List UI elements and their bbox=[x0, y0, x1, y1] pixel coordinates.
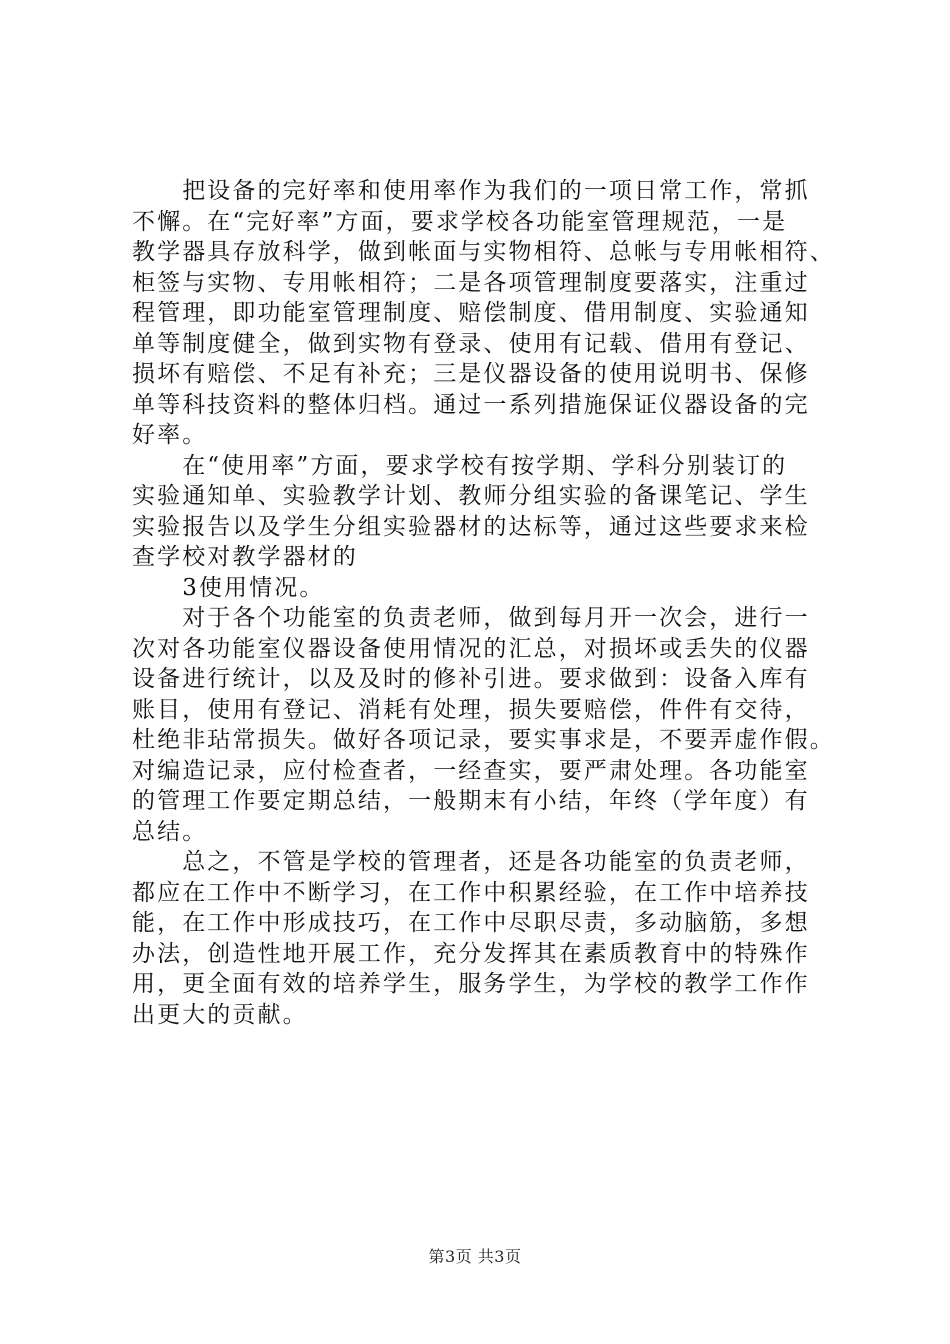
text-line: 办法，创造性地开展工作，充分发挥其在素质教育中的特殊作 bbox=[132, 940, 810, 967]
text-line: 在“使用率”方面，要求学校有按学期、学科分别装订的 bbox=[132, 452, 788, 479]
text-line: 单等制度健全，做到实物有登录、使用有记载、借用有登记、 bbox=[132, 330, 810, 357]
text-line: 对编造记录，应付检查者，一经查实，要严肃处理。各功能室 bbox=[132, 757, 810, 784]
text-line: 能，在工作中形成技巧，在工作中尽职尽责，多动脑筋，多想 bbox=[132, 910, 810, 936]
text-line: 实验报告以及学生分组实验器材的达标等，通过这些要求来检 bbox=[132, 513, 810, 540]
text-line: 把设备的完好率和使用率作为我们的一项日常工作，常抓 bbox=[132, 178, 810, 204]
text-line: 的管理工作要定期总结，一般期末有小结，年终（学年度）有 bbox=[132, 788, 810, 814]
text-line: 用，更全面有效的培养学生，服务学生，为学校的教学工作作 bbox=[132, 971, 810, 997]
page-number-footer: 第3页 共3页 bbox=[428, 1247, 522, 1266]
text-line: 杜绝非玷常损失。做好各项记录，要实事求是，不要弄虚作假。 bbox=[132, 727, 835, 753]
text-line: 实验通知单、实验教学计划、教师分组实验的备课笔记、学生 bbox=[132, 483, 810, 509]
text-line: 出更大的贡献。 bbox=[132, 1001, 308, 1028]
document-body bbox=[132, 176, 835, 1030]
text-line: 3使用情况。 bbox=[132, 574, 325, 601]
text-line: 教学器具存放科学，做到帐面与实物相符、总帐与专用帐相符、 bbox=[132, 239, 835, 265]
text-line: 都应在工作中不断学习，在工作中积累经验，在工作中培养技 bbox=[132, 879, 810, 906]
text-line: 总之，不管是学校的管理者，还是各功能室的负责老师， bbox=[132, 849, 810, 875]
text-line: 设备进行统计，以及及时的修补引进。要求做到：设备入库有 bbox=[132, 666, 810, 692]
text-line: 柜签与实物、专用帐相符；二是各项管理制度要落实，注重过 bbox=[132, 269, 810, 296]
text-line: 账目，使用有登记、消耗有处理，损失要赔偿，件件有交待， bbox=[132, 696, 810, 723]
text-line: 损坏有赔偿、不足有补充；三是仪器设备的使用说明书、保修 bbox=[132, 361, 810, 387]
text-line: 不懈。在“完好率”方面，要求学校各功能室管理规范，一是 bbox=[132, 208, 788, 235]
text-line: 总结。 bbox=[132, 818, 208, 845]
text-line: 程管理，即功能室管理制度、赔偿制度、借用制度、实验通知 bbox=[132, 300, 810, 326]
text-line: 单等科技资料的整体归档。通过一系列措施保证仪器设备的完 bbox=[132, 391, 810, 418]
text-line: 对于各个功能室的负责老师，做到每月开一次会，进行一 bbox=[132, 605, 810, 631]
text-line: 好率。 bbox=[132, 422, 208, 448]
text-line: 查学校对教学器材的 bbox=[132, 544, 358, 570]
text-line: 次对各功能室仪器设备使用情况的汇总，对损坏或丢失的仪器 bbox=[132, 635, 810, 662]
